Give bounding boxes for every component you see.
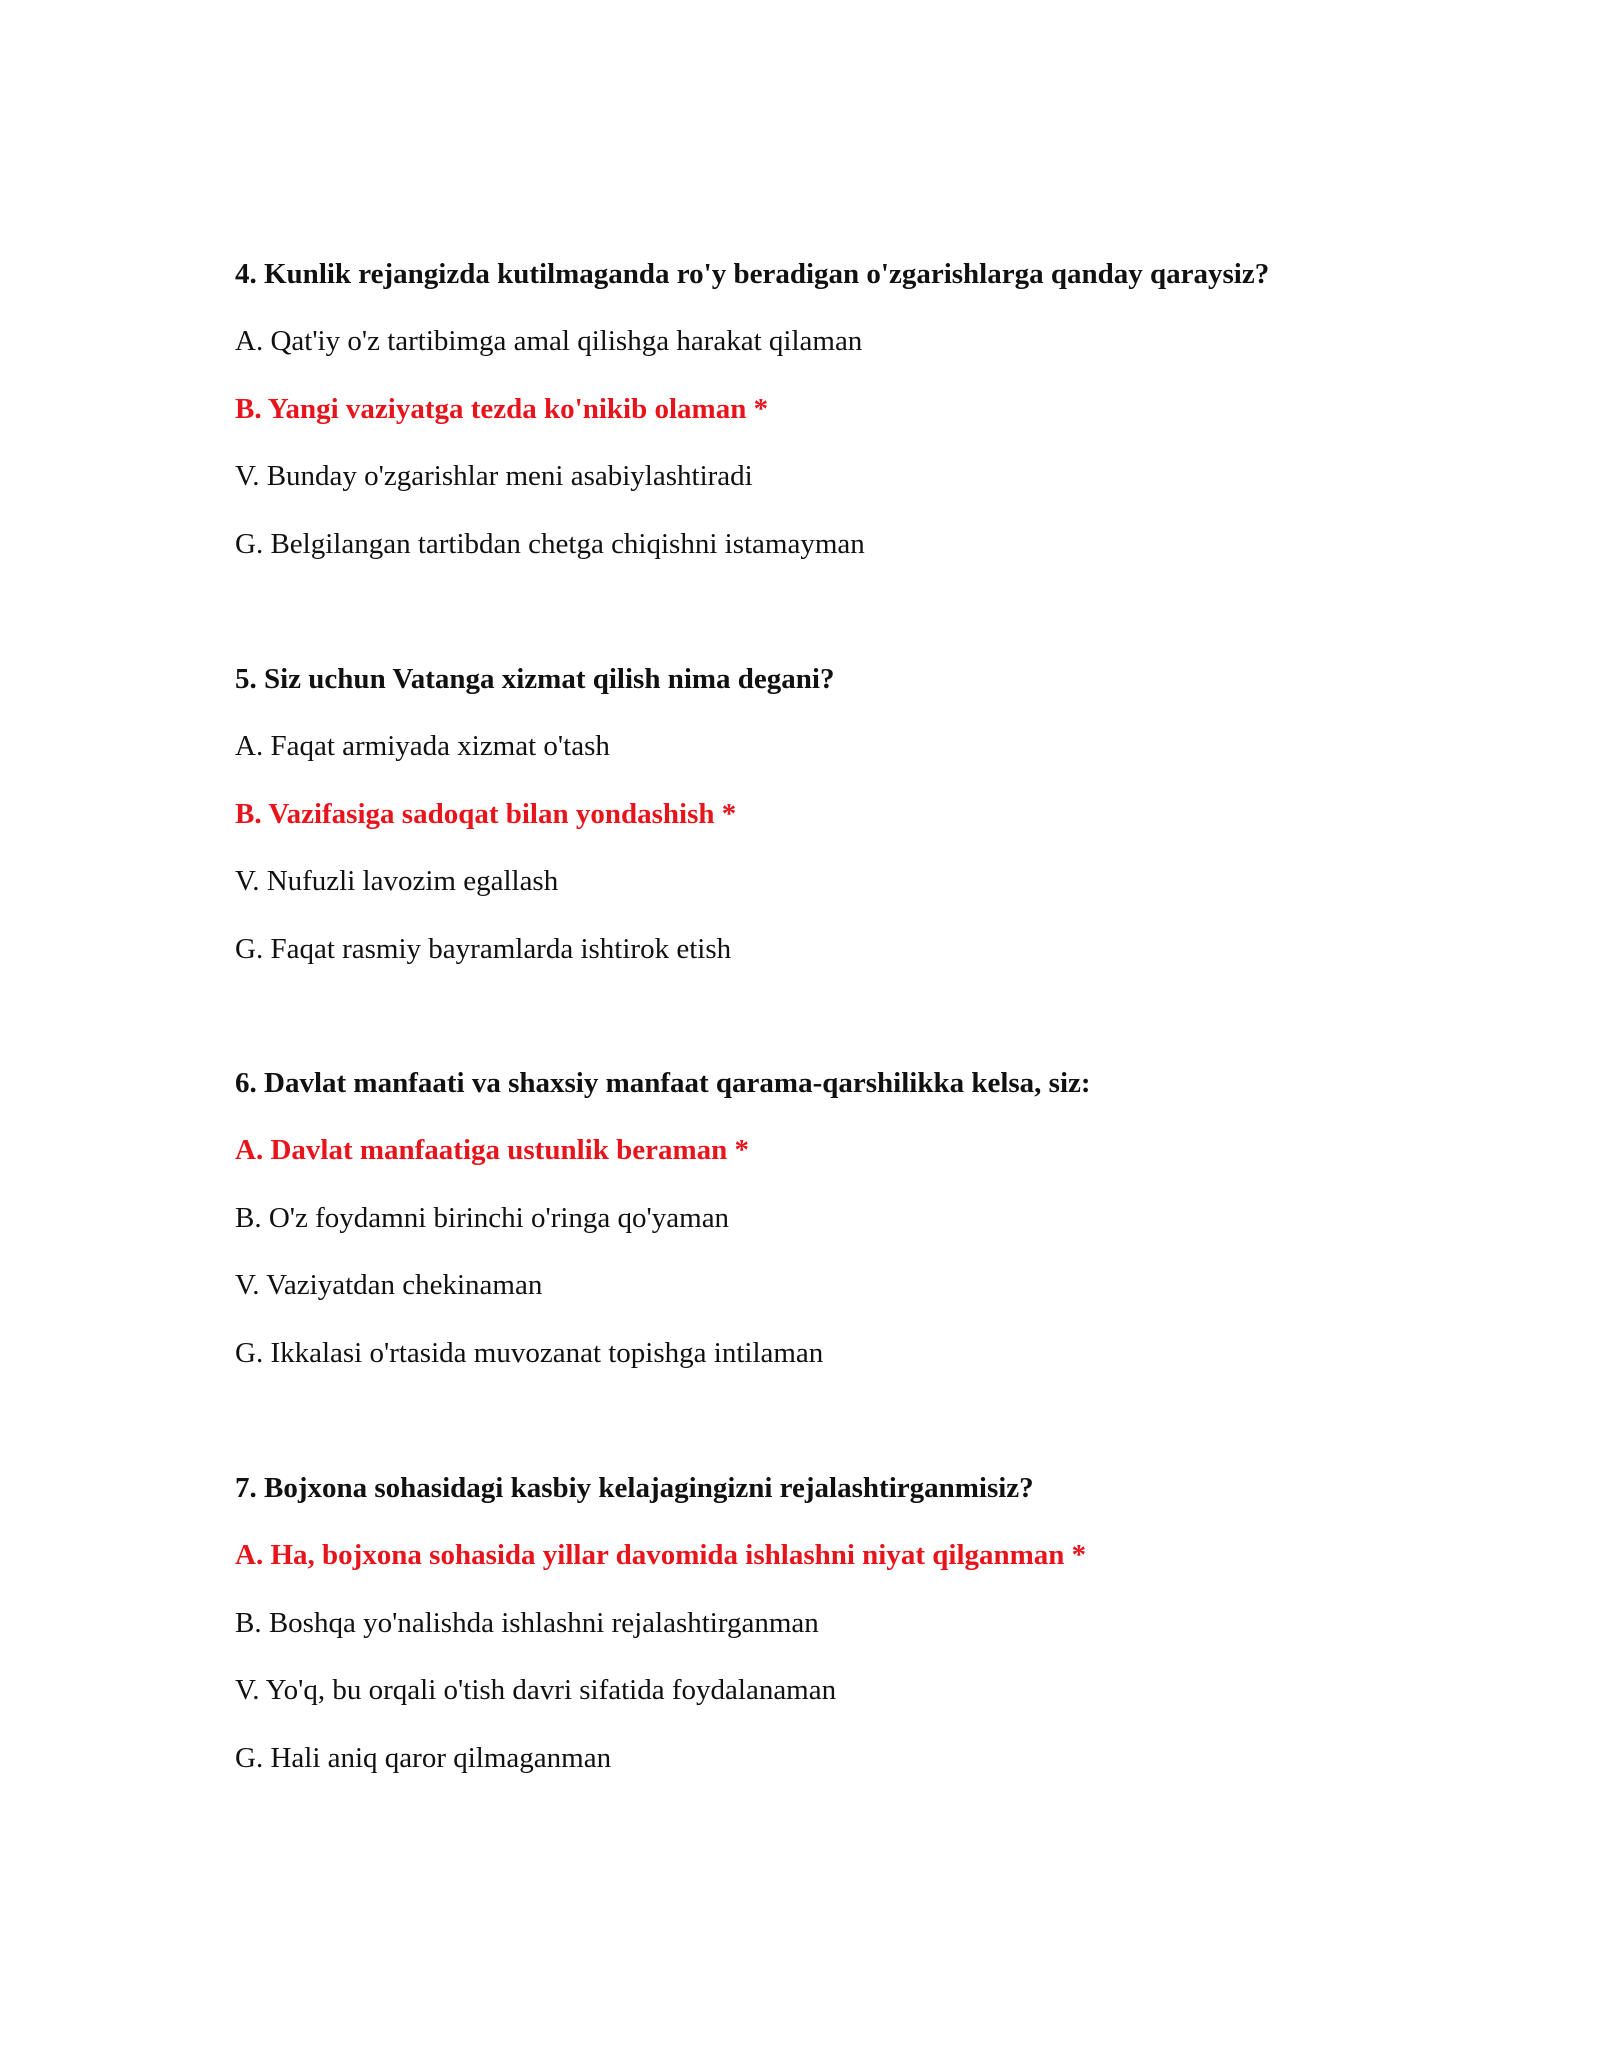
question-title: 5. Siz uchun Vatanga xizmat qilish nima degani? [235,663,835,695]
question-block-6 [235,1057,1535,1394]
question-title: 4. Kunlik rejangizda kutilmaganda ro'y beradigan o'zgarishlarga qanday qaraysiz? [235,258,1270,290]
question-block-7 [235,1462,1535,1799]
question-title: 7. Bojxona sohasidagi kasbiy kelajagingizni rejalashtirganmisiz? [235,1472,1034,1504]
option-g: G. Hali aniq qaror qilmaganman [235,1741,612,1774]
option-a: A. Qat'iy o'z tartibimga amal qilishga harakat qilaman [235,325,863,357]
option-v: V. Vaziyatdan chekinaman [235,1269,543,1301]
option-b-correct: B. Vazifasiga sadoqat bilan yondashish * [235,797,737,830]
question-block-4 [235,248,1535,585]
question-title: 6. Davlat manfaati va shaxsiy manfaat qarama-qarshilikka kelsa, siz: [235,1067,1091,1099]
option-g: G. Faqat rasmiy bayramlarda ishtirok etish [235,932,732,965]
question-block-5 [235,653,1535,990]
option-v: V. Nufuzli lavozim egallash [235,865,559,897]
option-a-correct: A. Ha, bojxona sohasida yillar davomida ishlashni niyat qilganman * [235,1539,1087,1571]
option-v: V. Bunday o'zgarishlar meni asabiylashtiradi [235,460,753,492]
option-a: A. Faqat armiyada xizmat o'tash [235,730,610,762]
option-b-correct: B. Yangi vaziyatga tezda ko'nikib olaman * [235,392,769,425]
option-b: B. O'z foydamni birinchi o'ringa qo'yaman [235,1201,730,1234]
option-g: G. Ikkalasi o'rtasida muvozanat topishga intilaman [235,1336,824,1369]
option-a-correct: A. Davlat manfaatiga ustunlik beraman * [235,1134,749,1166]
option-g: G. Belgilangan tartibdan chetga chiqishni istamayman [235,527,865,560]
option-b: B. Boshqa yo'nalishda ishlashni rejalashtirganman [235,1606,819,1639]
option-v: V. Yo'q, bu orqali o'tish davri sifatida foydalanaman [235,1674,837,1706]
